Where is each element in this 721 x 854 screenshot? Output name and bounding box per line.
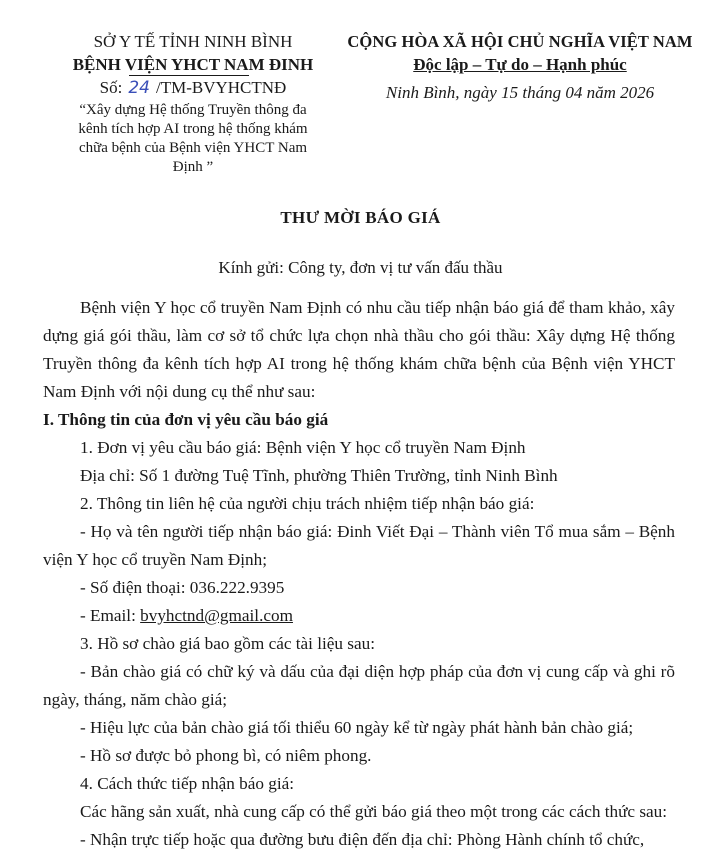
document-title: THƯ MỜI BÁO GIÁ — [280, 208, 441, 227]
contact-phone: - Số điện thoại: 036.222.9395 — [80, 578, 285, 597]
department-name: SỞ Y TẾ TỈNH NINH BÌNH — [93, 32, 293, 51]
receipt-intro: Các hãng sản xuất, nhà cung cấp có thể gửi báo giá theo một trong các cách thức sau: — [80, 802, 668, 821]
hospital-name: BỆNH VIỆN YHCT NAM ĐINH — [72, 55, 314, 74]
contact-name: - Họ và tên người tiếp nhận báo giá: Đinh Viết Đại – Thành viên Tổ mua sắm – Bệnh viện Y học cổ truyền Nam Định; — [43, 522, 675, 569]
document-item: - Hiệu lực của bản chào giá tối thiểu 60 ngày kể từ ngày phát hành bản chào giá; — [80, 718, 634, 737]
national-header — [320, 30, 720, 104]
document-item: - Bản chào giá có chữ ký và dấu của đại diện hợp pháp của đơn vị cung cấp và ghi rõ ngày, tháng, năm chào giá; — [43, 662, 675, 709]
national-motto: Độc lập – Tự do – Hạnh phúc — [413, 55, 627, 74]
document-number: Số: 24 /TM-BVYHCTNĐ — [99, 78, 287, 98]
documents-heading: 3. Hồ sơ chào giá bao gồm các tài liệu sau: — [80, 634, 375, 653]
email-link[interactable]: bvyhctnd@gmail.com — [140, 606, 293, 625]
document-body — [43, 294, 675, 854]
contact-heading: 2. Thông tin liên hệ của người chịu trách nhiệm tiếp nhận báo giá: — [80, 494, 535, 513]
hospital-underline — [129, 75, 250, 76]
receipt-heading: 4. Cách thức tiếp nhận báo giá: — [80, 774, 295, 793]
contact-email: - Email: bvyhctnd@gmail.com — [80, 606, 293, 625]
nation-name: CỘNG HÒA XÃ HỘI CHỦ NGHĨA VIỆT NAM — [347, 32, 693, 51]
greeting: Kính gửi: Công ty, đơn vị tư vấn đấu thầu — [218, 258, 503, 277]
place-date: Ninh Bình, ngày 15 tháng 04 năm 2026 — [385, 83, 655, 102]
requesting-unit: 1. Đơn vị yêu cầu báo giá: Bệnh viện Y học cổ truyền Nam Định — [80, 438, 526, 457]
document-item: - Hồ sơ được bỏ phong bì, có niêm phong. — [80, 746, 372, 765]
receipt-method: - Nhận trực tiếp hoặc qua đường bưu điện đến địa chỉ: Phòng Hành chính tổ chức, — [80, 830, 645, 849]
issuer-block — [58, 30, 328, 177]
handwritten-number: 24 — [128, 78, 150, 98]
intro-paragraph: Bệnh viện Y học cổ truyền Nam Định có nhu cầu tiếp nhận báo giá để tham khảo, xây dựng giá gói thầu, làm cơ sở tổ chức lựa chọn nhà thầu cho gói thầu: Xây dựng Hệ thống Truyền thông đa kênh tích hợp AI trong hệ thống khám chữa bệnh của Bệnh viện YHCT Nam Định với nội dung cụ thể như sau: — [43, 298, 675, 401]
address: Địa chỉ: Số 1 đường Tuệ Tĩnh, phường Thiên Trường, tỉnh Ninh Bình — [80, 466, 558, 485]
section-heading: I. Thông tin của đơn vị yêu cầu báo giá — [43, 410, 329, 429]
document-subject: “Xây dựng Hệ thống Truyền thông đa kênh tích hợp AI trong hệ thống khám chữa bệnh của Bệnh viện YHCT Nam Định ” — [78, 102, 308, 175]
